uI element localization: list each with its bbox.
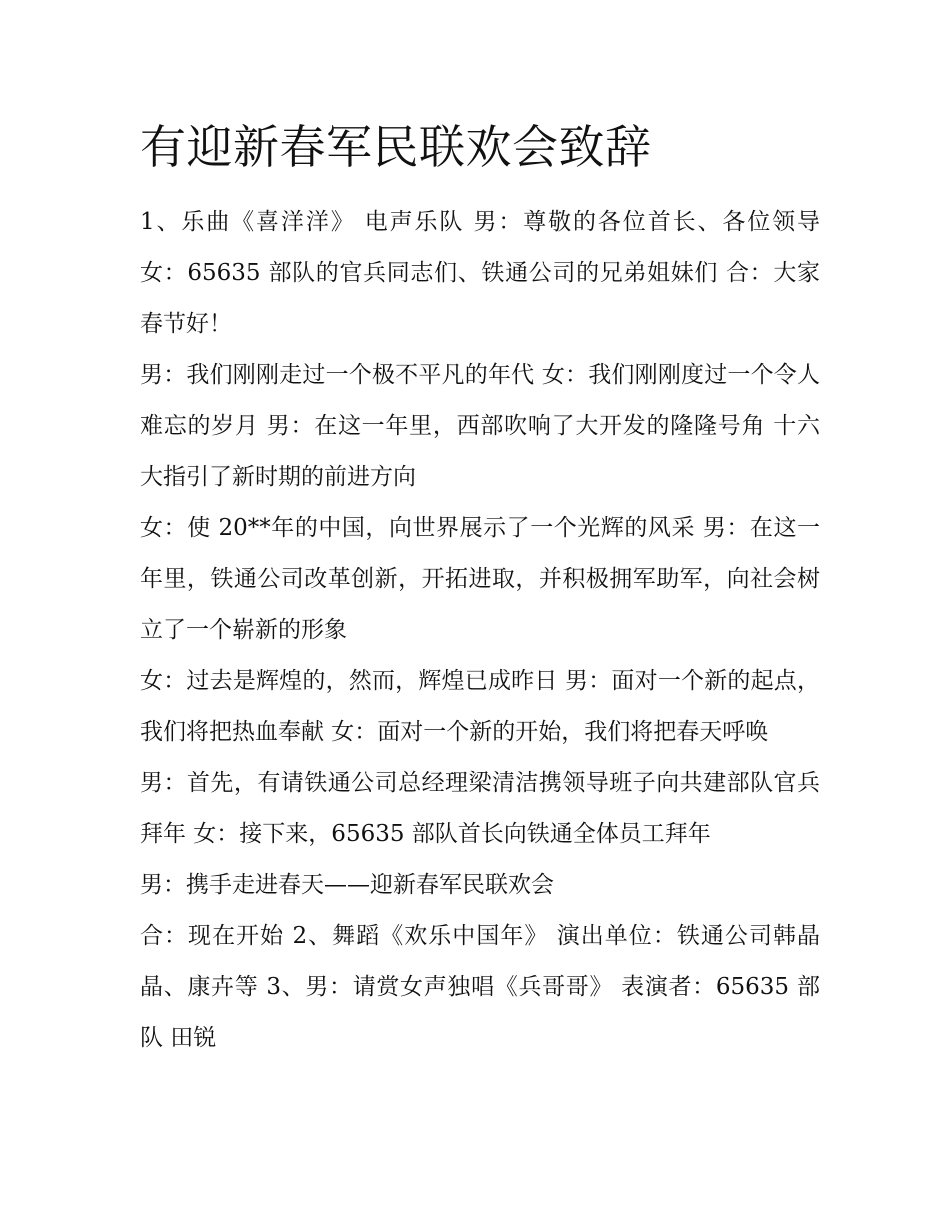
paragraph: 1、乐曲《喜洋洋》 电声乐队 男：尊敬的各位首长、各位领导 女：65635 部队的官兵同志们、铁通公司的兄弟姐妹们 合：大家春节好！ [140,209,820,337]
document-body [140,197,820,1064]
paragraph: 女：使 20**年的中国，向世界展示了一个光辉的风采 男：在这一年里，铁通公司改革创新，开拓进取，并积极拥军助军，向社会树立了一个崭新的形象 [140,515,820,643]
document-title: 有迎新春军民联欢会致辞 [140,120,652,174]
paragraph: 男：携手走进春天——迎新春军民联欢会 [140,872,554,898]
paragraph: 女：过去是辉煌的，然而，辉煌已成昨日 男：面对一个新的起点，我们将把热血奉献 女：面对一个新的开始，我们将把春天呼唤 [140,668,820,745]
paragraph: 合：现在开始 2、舞蹈《欢乐中国年》 演出单位：铁通公司韩晶晶、康卉等 3、男：请赏女声独唱《兵哥哥》 表演者：65635 部队 田锐 [140,923,820,1051]
paragraph: 男：我们刚刚走过一个极不平凡的年代 女：我们刚刚度过一个令人难忘的岁月 男：在这一年里，西部吹响了大开发的隆隆号角 十六大指引了新时期的前进方向 [140,362,820,490]
paragraph: 男：首先，有请铁通公司总经理梁清洁携领导班子向共建部队官兵拜年 女：接下来，65635 部队首长向铁通全体员工拜年 [140,770,820,847]
